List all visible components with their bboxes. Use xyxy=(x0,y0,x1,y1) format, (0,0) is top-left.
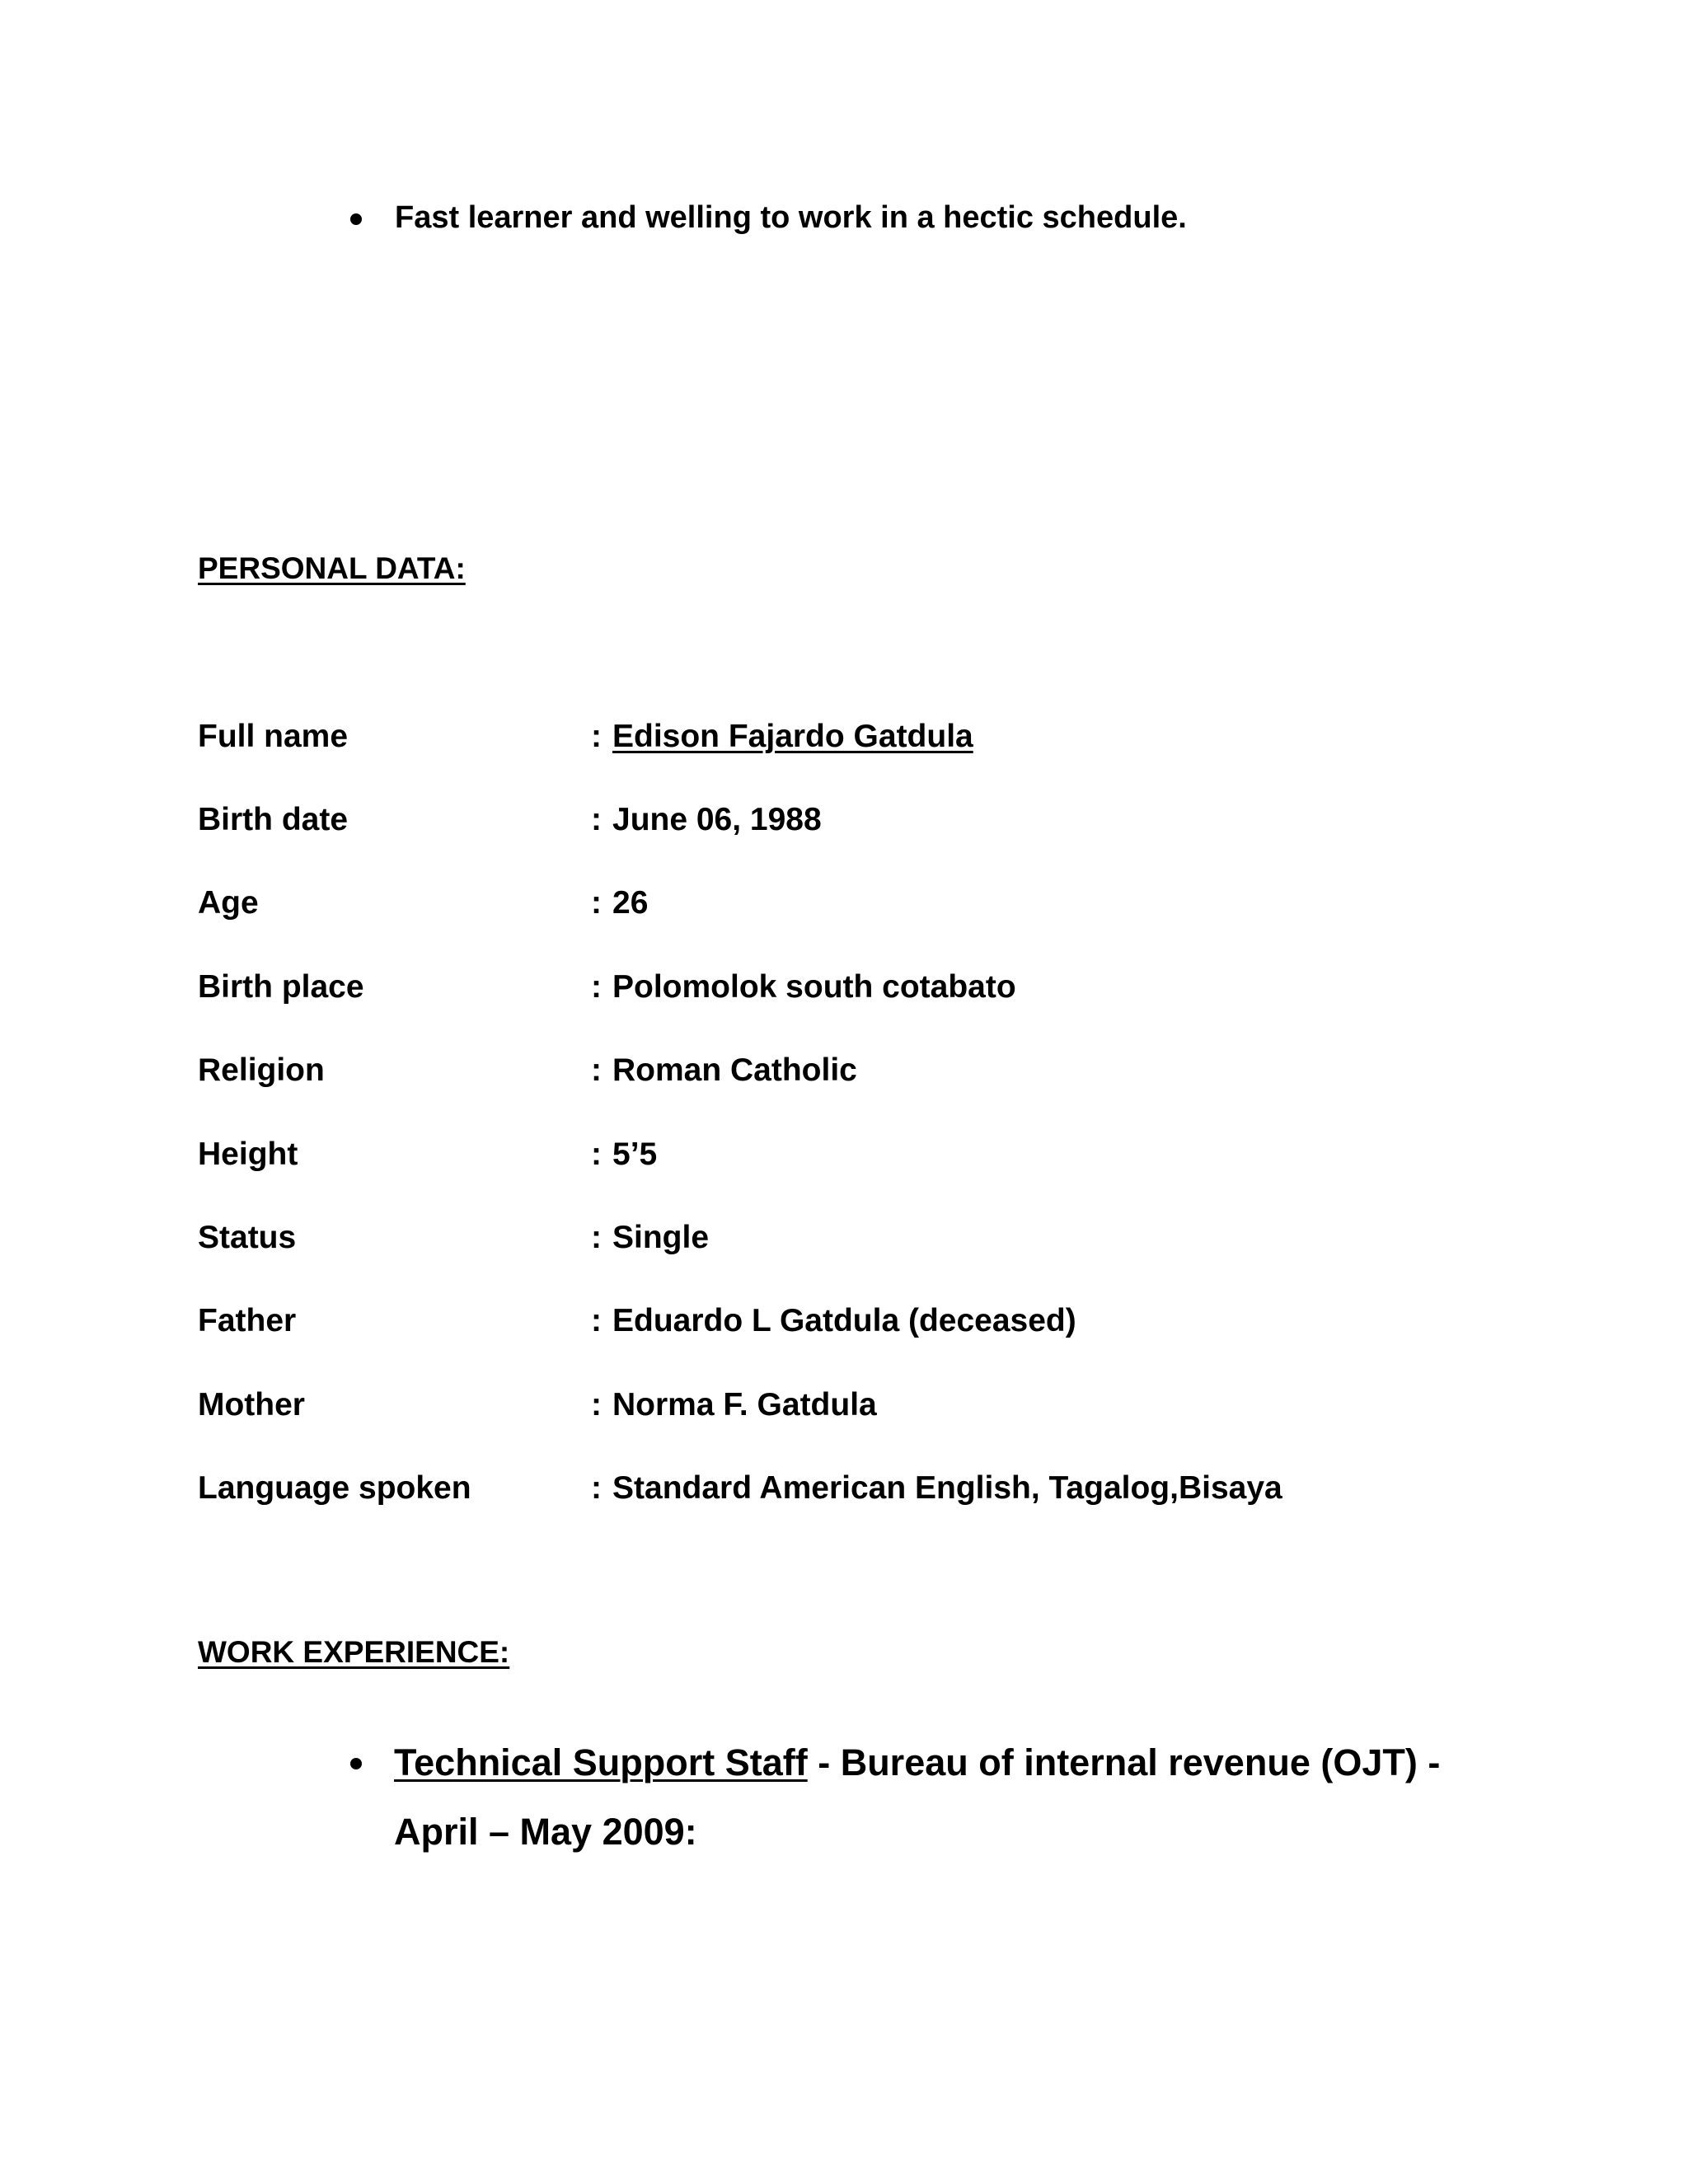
row-label: Mother xyxy=(198,1387,305,1422)
row-label: Status xyxy=(198,1220,297,1255)
row-label: Religion xyxy=(198,1052,325,1088)
row-colon: : xyxy=(591,1387,602,1422)
bullet-icon xyxy=(350,1758,362,1769)
row-label: Birth place xyxy=(198,969,364,1005)
row-label: Father xyxy=(198,1303,297,1338)
row-colon: : xyxy=(591,719,602,754)
work-item-title: Technical Support Staff xyxy=(394,1741,808,1783)
row-value: Standard American English, Tagalog,Bisaya xyxy=(612,1470,1282,1506)
personal-data-heading: PERSONAL DATA: xyxy=(198,551,466,585)
row-colon: : xyxy=(591,1137,602,1172)
row-value: Polomolok south cotabato xyxy=(612,969,1016,1005)
row-label: Language spoken xyxy=(198,1470,471,1506)
row-colon: : xyxy=(591,969,602,1005)
row-value: 26 xyxy=(612,885,649,921)
work-item-detail: - Bureau of internal revenue (OJT) - April – May 2009: xyxy=(394,1741,1441,1853)
bullet-icon xyxy=(350,213,362,225)
row-value: Edison Fajardo Gatdula xyxy=(612,719,973,754)
work-item-text xyxy=(394,1728,1531,1867)
row-value: 5’5 xyxy=(612,1137,658,1172)
row-label: Age xyxy=(198,885,259,921)
row-value: Roman Catholic xyxy=(612,1052,857,1088)
row-value: June 06, 1988 xyxy=(612,802,822,837)
row-value: Single xyxy=(612,1220,710,1255)
row-colon: : xyxy=(591,1220,602,1255)
work-experience-heading: WORK EXPERIENCE: xyxy=(198,1635,510,1669)
summary-bullet-text: Fast learner and welling to work in a hectic schedule. xyxy=(395,200,1187,235)
row-value: Eduardo L Gatdula (deceased) xyxy=(612,1303,1076,1338)
row-label: Height xyxy=(198,1137,298,1172)
row-colon: : xyxy=(591,802,602,837)
row-colon: : xyxy=(591,1470,602,1506)
row-colon: : xyxy=(591,1052,602,1088)
row-colon: : xyxy=(591,885,602,921)
row-colon: : xyxy=(591,1303,602,1338)
row-label: Birth date xyxy=(198,802,349,837)
row-value: Norma F. Gatdula xyxy=(612,1387,877,1422)
row-label: Full name xyxy=(198,719,349,754)
